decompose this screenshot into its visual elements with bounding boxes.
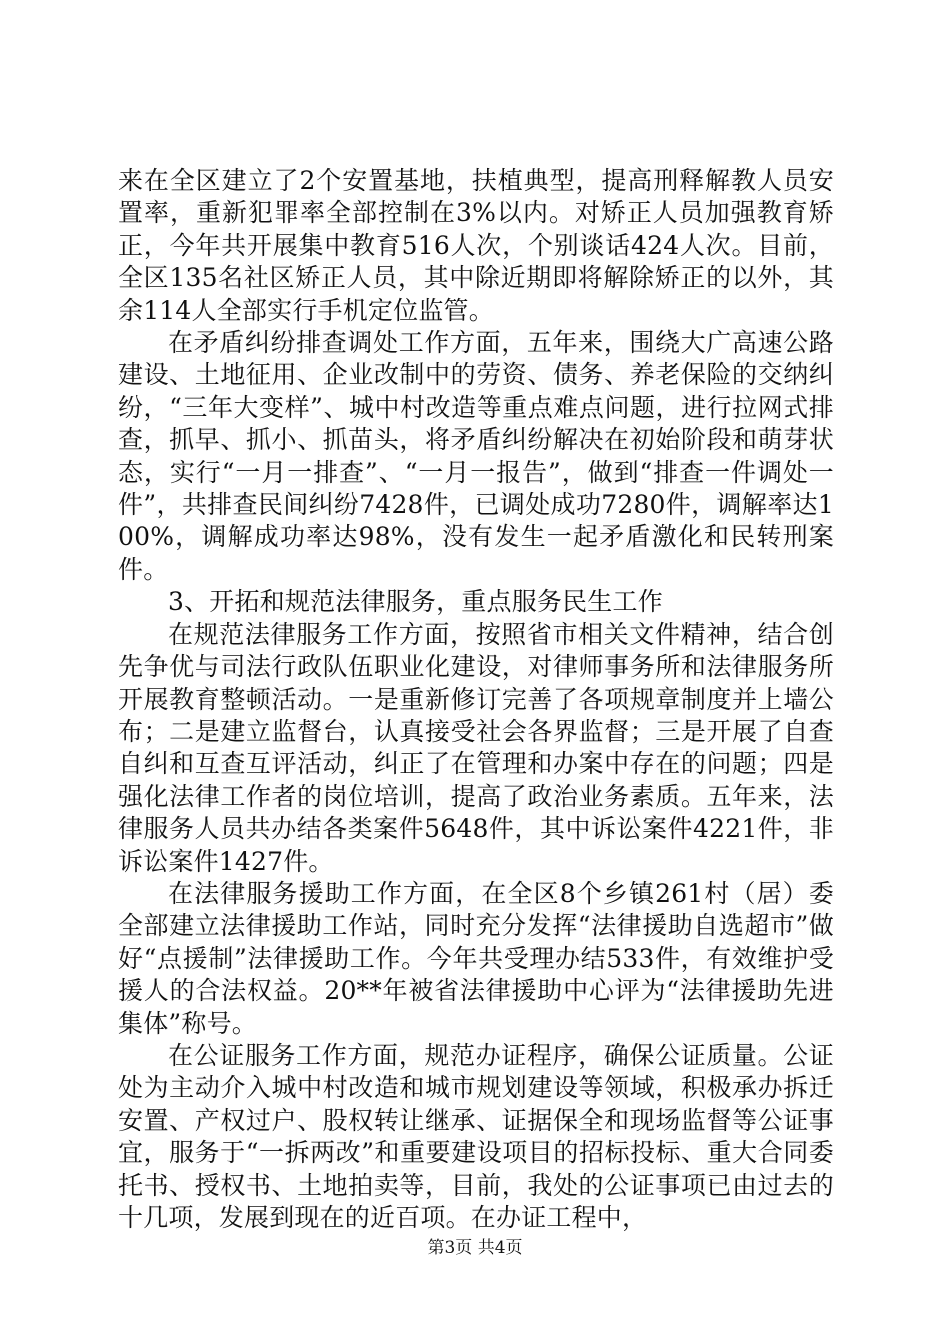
paragraph-placement-supervision: 来在全区建立了2个安置基地，扶植典型，提高刑释解教人员安置率，重新犯罪率全部控制在3%以内。对矫正人员加强教育矫正，今年共开展集中教育516人次，个别谈话424人次。目前，全区135名社区矫正人员，其中除近期即将解除矫正的以外，其余114人全部实行手机定位监管。 [118, 166, 834, 325]
paragraph-dispute-mediation: 在矛盾纠纷排查调处工作方面，五年来，围绕大广高速公路建设、土地征用、企业改制中的劳资、债务、养老保险的交纳纠纷，“三年大变样”、城中村改造等重点难点问题，进行拉网式排查，抓早、抓小、抓苗头，将矛盾纠纷解决在初始阶段和萌芽状态，实行“一月一排查”、“一月一报告”，做到“排查一件调处一件”，共排查民间纠纷7428件，已调处成功7280件，调解率达100%，调解成功率达98%，没有发生一起矛盾激化和民转刑案件。 [118, 328, 834, 584]
paragraph-legal-aid: 在法律服务援助工作方面，在全区8个乡镇261村（居）委全部建立法律援助工作站，同时充分发挥“法律援助自选超市”做好“点援制”法律援助工作。今年共受理办结533件，有效维护受援人的合法权益。20**年被省法律援助中心评为“法律援助先进集体”称号。 [118, 878, 834, 1038]
section-heading-legal-services: 3、开拓和规范法律服务，重点服务民生工作 [168, 587, 663, 617]
paragraph-legal-service-regulation: 在规范法律服务工作方面，按照省市相关文件精神，结合创先争优与司法行政队伍职业化建设，对律师事务所和法律服务所开展教育整顿活动。一是重新修订完善了各项规章制度并上墙公布；二是建立监督台，认真接受社会各界监督；三是开展了自查自纠和互查互评活动，纠正了在管理和办案中存在的问题；四是强化法律工作者的岗位培训，提高了政治业务素质。五年来，法律服务人员共办结各类案件5648件，其中诉讼案件4221件，非诉讼案件1427件。 [118, 619, 834, 876]
paragraph-notary-service: 在公证服务工作方面，规范办证程序，确保公证质量。公证处为主动介入城中村改造和城市规划建设等领域，积极承办拆迁安置、产权过户、股权转让继承、证据保全和现场监督等公证事宜，服务于“一拆两改”和重要建设项目的招标投标、重大合同委托书、授权书、土地拍卖等，目前，我处的公证事项已由过去的十几项，发展到现在的近百项。在办证工程中， [118, 1040, 834, 1232]
page-number-footer: 第3页 共4页 [427, 1238, 523, 1258]
document-body [118, 165, 834, 1234]
